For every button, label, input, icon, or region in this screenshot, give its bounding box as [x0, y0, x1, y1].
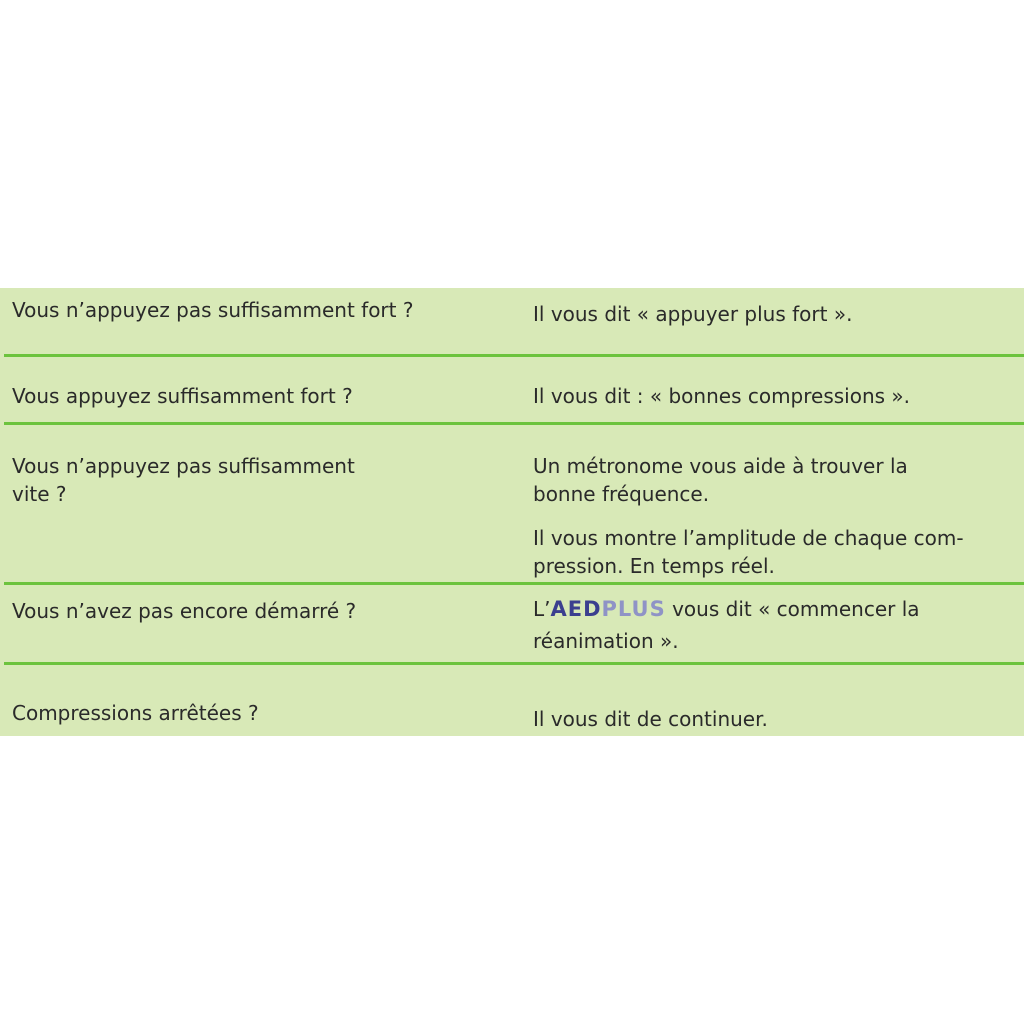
question-cell: Vous n’appuyez pas suffisamment fort ? [12, 298, 414, 322]
answer-line: pression. En temps réel. [533, 554, 775, 578]
answer-cell [533, 595, 1013, 655]
question-cell: Vous n’avez pas encore démarré ? [12, 599, 357, 623]
answer-paragraph [533, 452, 1013, 508]
answer-line: bonne fréquence. [533, 482, 710, 506]
row-divider [4, 422, 1024, 425]
question-cell [12, 452, 492, 508]
answer-line [533, 595, 1013, 623]
answer-cell [533, 452, 1013, 580]
answer-line: Un métronome vous aide à trouver la [533, 454, 908, 478]
row-divider [4, 354, 1024, 357]
answer-paragraph [533, 524, 1013, 580]
question-cell: Vous appuyez suffisamment fort ? [12, 384, 353, 408]
answer-line: réanimation ». [533, 629, 679, 653]
aedplus-logo [551, 597, 666, 621]
row-divider [4, 582, 1024, 585]
row-divider [4, 662, 1024, 665]
question-line: vite ? [12, 482, 67, 506]
brand-part: PLUS [601, 597, 666, 621]
answer-suffix: vous dit « commencer la [665, 597, 920, 621]
brand-part: AED [550, 597, 602, 621]
answer-cell: Il vous dit « appuyer plus fort ». [533, 302, 853, 326]
answer-cell: Il vous dit de continuer. [533, 707, 768, 731]
answer-cell: Il vous dit : « bonnes compressions ». [533, 384, 911, 408]
feedback-table [0, 288, 1024, 736]
question-cell: Compressions arrêtées ? [12, 701, 259, 725]
answer-line: Il vous montre l’amplitude de chaque com- [533, 526, 964, 550]
question-line: Vous n’appuyez pas suffisamment [12, 454, 355, 478]
answer-prefix: L’ [533, 597, 551, 621]
